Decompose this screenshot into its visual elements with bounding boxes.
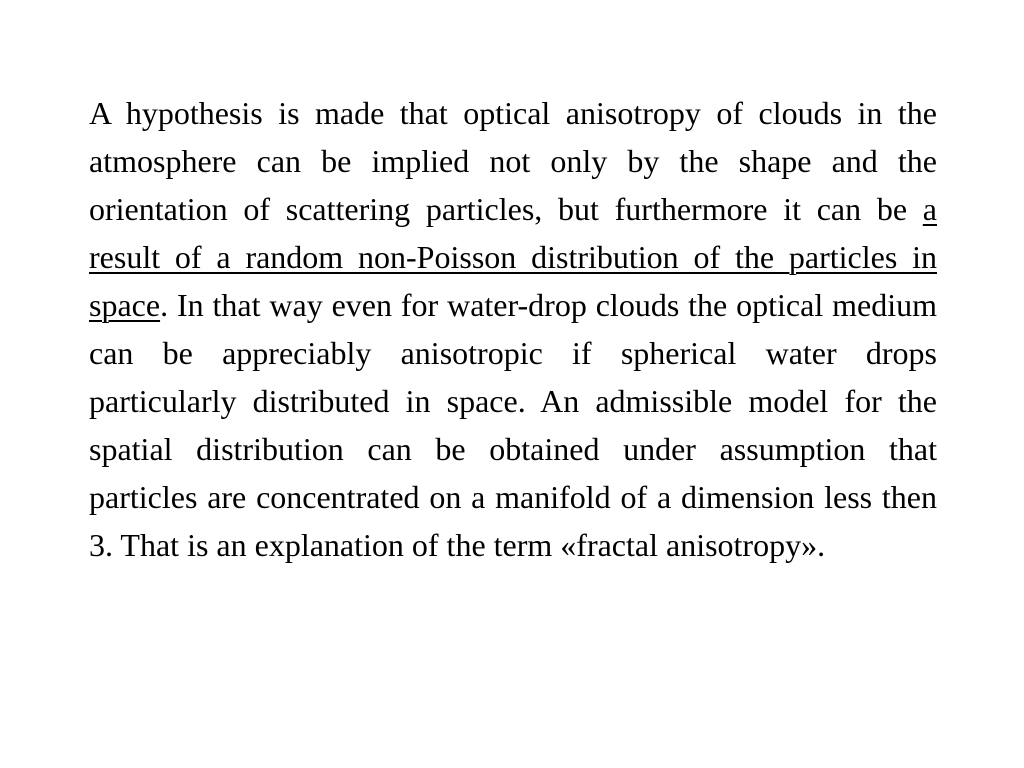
abstract-underlined-phrase: a result of a random non-Poisson distribution of the particles in space — [89, 191, 937, 323]
abstract-text-before: A hypothesis is made that optical anisotropy of clouds in the atmosphere can be implied not only by the shape and the orientation of scattering particles, but furthermore it can be — [89, 95, 937, 227]
abstract-text-after: . In that way even for water-drop clouds the optical medium can be appreciably anisotropic if spherical water drops particularly distributed in space. An admissible model for the spatial distribution can be obtained under assumption that particles are concentrated on a manifold of a dimension less then 3. That is an explanation of the term «fractal anisotropy». — [89, 287, 937, 563]
abstract-paragraph — [89, 89, 937, 569]
